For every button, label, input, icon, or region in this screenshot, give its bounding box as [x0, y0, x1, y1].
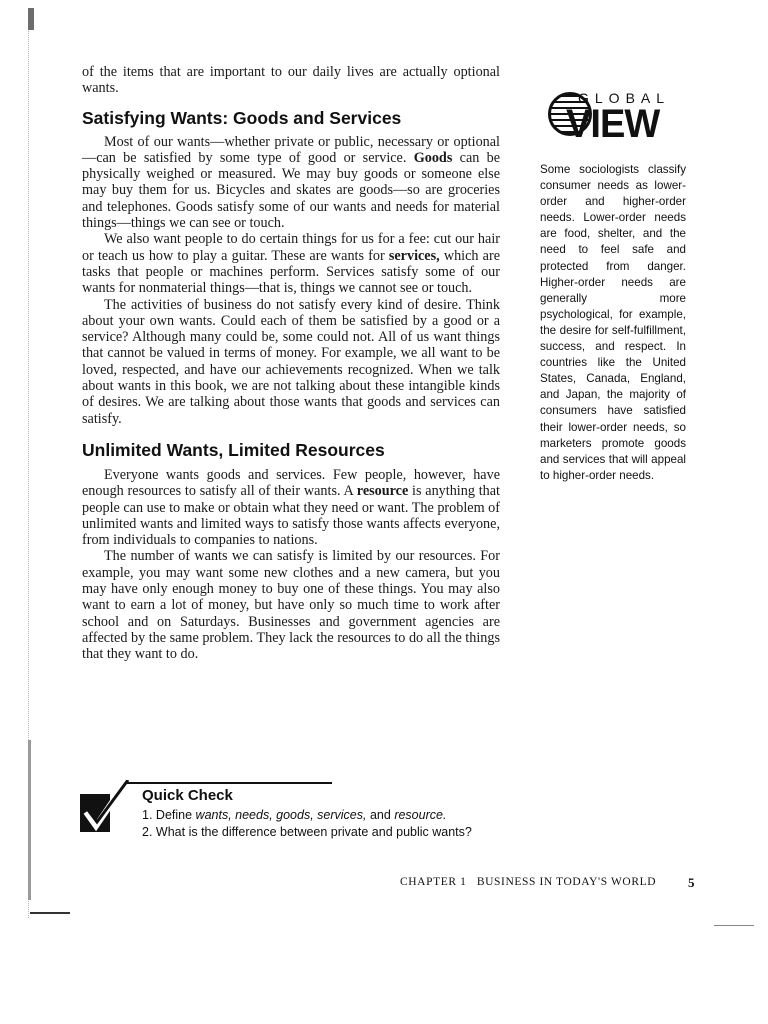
- paragraph: [82, 134, 500, 232]
- intro-paragraph: of the items that are important to our daily lives are actually optional wants.: [82, 64, 500, 97]
- term-list: wants, needs, goods, services,: [195, 808, 367, 822]
- section-heading-satisfying-wants: Satisfying Wants: Goods and Services: [82, 107, 402, 128]
- item-number: 1.: [142, 808, 153, 822]
- scan-mark: [30, 912, 70, 914]
- page-footer: [400, 876, 700, 892]
- list-item: [142, 824, 472, 841]
- quick-check-questions: [142, 807, 472, 841]
- key-term-resource: resource: [356, 483, 409, 500]
- global-view-sidebar: [540, 90, 686, 484]
- sidebar-text: Some sociologists classify consumer needs as lower-order and higher-order needs. Lower-order needs are food, shelter, and the need to feel safe and protected from danger. Higher-order needs are generally more psychological, for example, the desire for self-fulfillment, success, and respect. In countries like the United States, Canada, England, and Japan, the majority of consumers have satisfied their lower-order needs, so marketers promote goods and services that will appeal to higher-order needs.: [540, 163, 686, 482]
- text-run: can be physically weighed or measured. We may buy goods or someone else may buy them for us. Bicycles and skates are goods—so are groceries and telephones. Goods satisfy some of our wants and needs for material things—things we can see or touch.: [82, 149, 501, 232]
- scan-mark: [28, 740, 31, 900]
- key-term-goods: Goods: [413, 149, 453, 166]
- key-term-services: services,: [388, 247, 440, 264]
- logo-global-text: GLOBAL: [578, 90, 671, 106]
- question-text: What is the difference between private and public wants?: [155, 825, 472, 839]
- paragraph: [82, 231, 500, 296]
- quick-check-box: [76, 780, 516, 840]
- quick-check-title: Quick Check: [142, 787, 233, 804]
- running-footer: CHAPTER 1 BUSINESS IN TODAY'S WORLD: [400, 876, 657, 888]
- text-run: Everyone wants goods and services. Few people, however, have enough resources to satisfy all of their wants. A: [82, 466, 500, 500]
- scan-mark: [28, 8, 34, 30]
- term-resource: resource.: [394, 808, 447, 822]
- text-run: We also want people to do certain things for us for a fee: cut our hair or teach us how to play a guitar. These are wants for: [82, 231, 500, 264]
- text-run: and: [369, 808, 391, 822]
- scan-mark: [714, 925, 754, 926]
- paragraph: The activities of business do not satisfy every kind of desire. Think about your own wants. Could each of them be satisfied by a good or a service? Although many could be, some could not. All of us want things that cannot be valued in terms of money. For example, we all want to be loved, respected, and have our achievements recognized. When we talk about wants in this book, we are not talking about these intangible kinds of desires. We are talking about those wants that goods and services can satisfy.: [82, 296, 500, 427]
- item-number: 2.: [142, 825, 153, 839]
- logo-view-text: VIEW: [566, 102, 660, 146]
- text-run: Most of our wants—whether private or public, necessary or optional—can be satisfied by some type of good or service.: [82, 133, 500, 166]
- divider: [126, 782, 332, 784]
- text-run: which are tasks that people or machines perform. Services satisfy some of our wants for nonmaterial things—that is, things we cannot see or touch.: [82, 247, 500, 297]
- section-heading-unlimited-wants: Unlimited Wants, Limited Resources: [82, 439, 385, 460]
- global-view-logo: [548, 90, 686, 152]
- list-item: [142, 807, 472, 824]
- main-column: [82, 64, 500, 663]
- page-number: 5: [688, 875, 696, 890]
- paragraph: The number of wants we can satisfy is limited by our resources. For example, you may want some new clothes and a new camera, but you may have only enough money to buy one of these things. You may also want to earn a lot of money, but have only so much time to work after school and on Saturdays. Businesses and government agencies are affected by the same problem. They lack the resources to do all the things that they want to do.: [82, 548, 500, 663]
- text-run: is anything that people can use to make or obtain what they need or want. The problem of unlimited wants and limited ways to satisfy those wants affects everyone, from individuals to companies to nations.: [82, 483, 500, 549]
- text-run: Define: [155, 808, 193, 822]
- paragraph: [82, 467, 500, 548]
- checkmark-icon: [78, 780, 132, 836]
